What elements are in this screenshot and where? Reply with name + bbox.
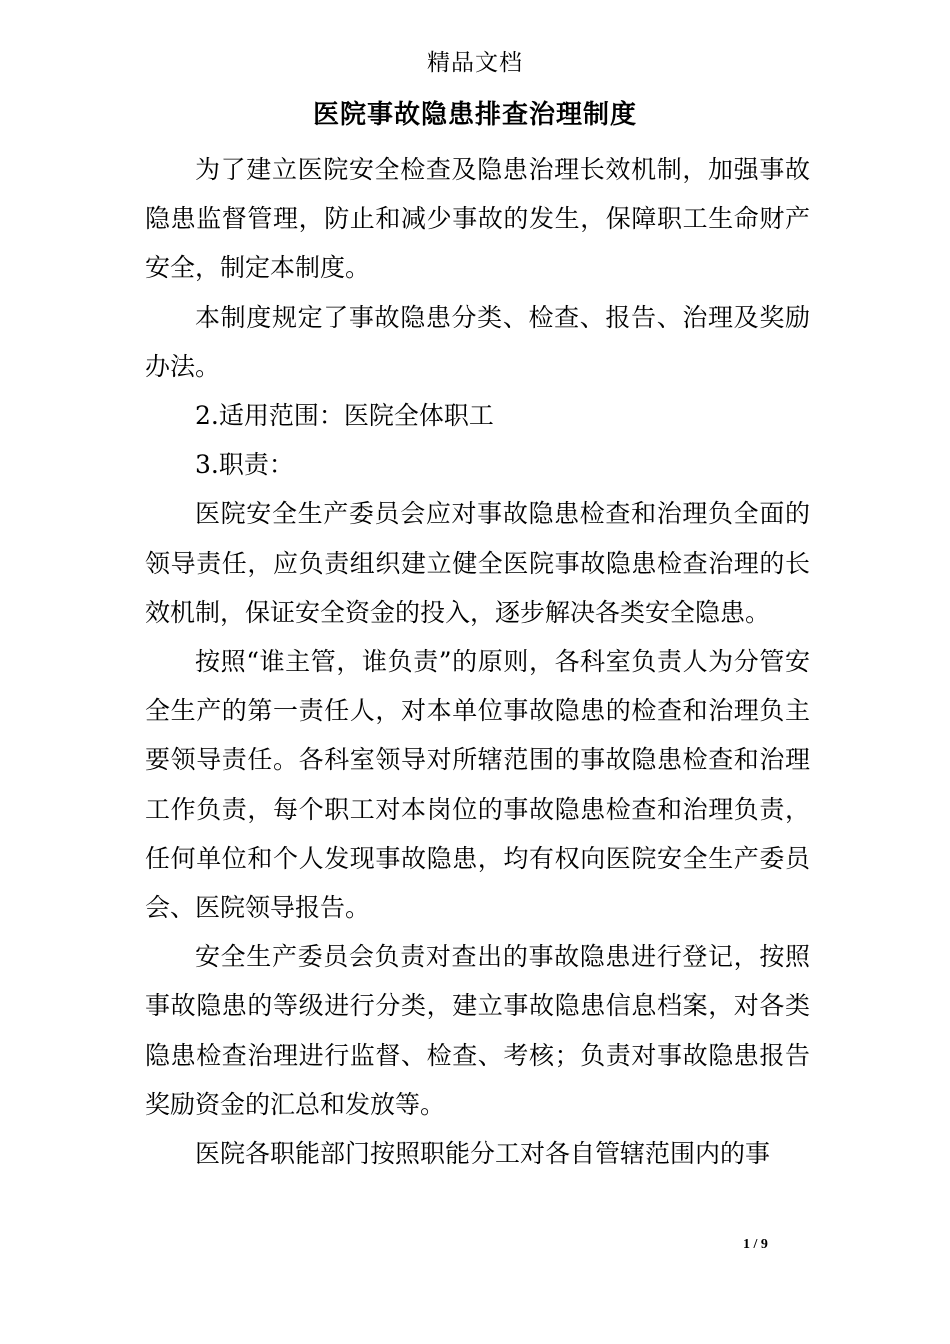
paragraph-committee-responsibility: 医院安全生产委员会应对事故隐患检查和治理负全面的领导责任，应负责组织建立健全医院事故隐患检查治理的长效机制，保证安全资金的投入，逐步解决各类安全隐患。 [145, 499, 810, 627]
document-title: 医院事故隐患排查治理制度 [312, 100, 637, 130]
page-number: 1 / 9 [743, 1237, 768, 1252]
paragraph-functional-departments: 医院各职能部门按照职能分工对各自管辖范围内的事 [195, 1139, 771, 1169]
paragraph-department-responsibility: 按照“谁主管，谁负责”的原则，各科室负责人为分管安全生产的第一责任人，对本单位事故隐患的检查和治理负主要领导责任。各科室领导对所辖范围的事故隐患检查和治理工作负责，每个职工对本岗位的事故隐患检查和治理负责，任何单位和个人发现事故隐患，均有权向医院安全生产委员会、医院领导报告。 [145, 647, 810, 923]
paragraph-scope-of-rules: 本制度规定了事故隐患分类、检查、报告、治理及奖励办法。 [145, 302, 810, 381]
document-body [145, 145, 810, 1178]
paragraph-purpose: 为了建立医院安全检查及隐患治理长效机制，加强事故隐患监督管理，防止和减少事故的发生，保障职工生命财产安全，制定本制度。 [145, 155, 810, 283]
paragraph-responsibilities-heading: 3.职责： [195, 450, 294, 480]
page-header: 精品文档 [427, 50, 523, 76]
paragraph-applicable-range: 2.适用范围：医院全体职工 [195, 401, 494, 431]
paragraph-registration: 安全生产委员会负责对查出的事故隐患进行登记，按照事故隐患的等级进行分类，建立事故隐患信息档案，对各类隐患检查治理进行监督、检查、考核；负责对事故隐患报告奖励资金的汇总和发放等。 [145, 942, 810, 1119]
